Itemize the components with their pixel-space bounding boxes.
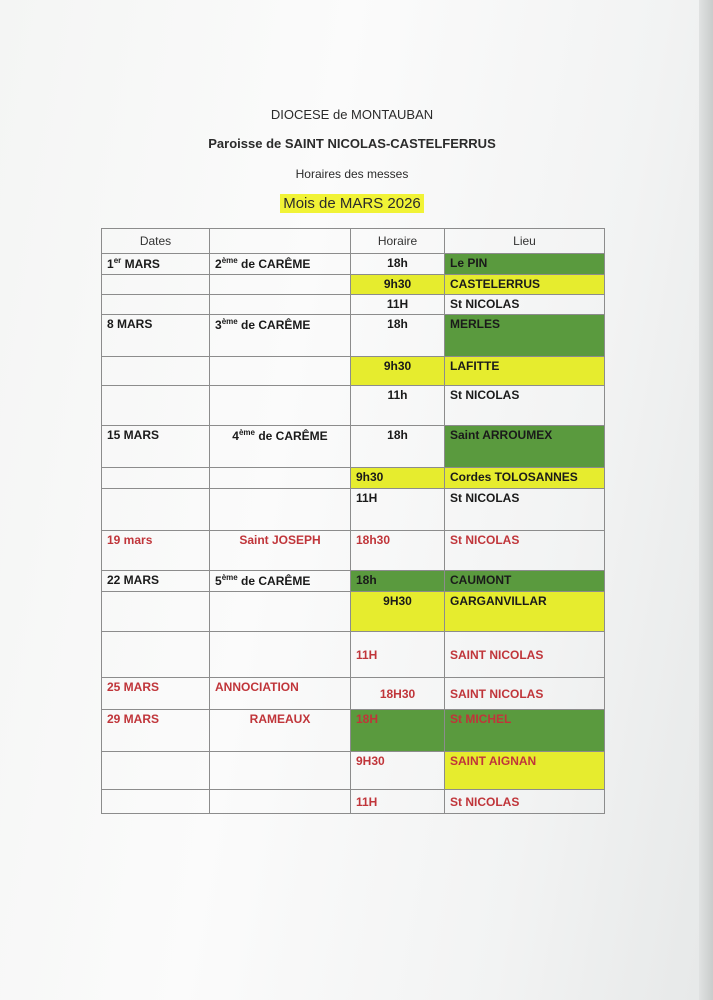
table-row (102, 678, 605, 710)
header-occasion (210, 229, 351, 254)
place-cell: Cordes TOLOSANNES (445, 468, 605, 489)
date-cell: 25 MARS (102, 678, 210, 710)
occasion-cell (210, 632, 351, 678)
occasion-cell: 3ème de CARÊME (210, 315, 351, 357)
place-cell: LAFITTE (445, 357, 605, 386)
place-cell: St NICOLAS (445, 386, 605, 426)
place-cell: St NICOLAS (445, 531, 605, 571)
place-cell: St NICOLAS (445, 489, 605, 531)
time-cell: 9H30 (351, 752, 445, 790)
place-cell: CAUMONT (445, 571, 605, 592)
table-row (102, 710, 605, 752)
table-row (102, 632, 605, 678)
date-cell (102, 752, 210, 790)
date-cell (102, 295, 210, 315)
time-cell: 9h30 (351, 275, 445, 295)
table-row (102, 790, 605, 814)
place-cell: GARGANVILLAR (445, 592, 605, 632)
occasion-cell (210, 386, 351, 426)
table-row (102, 275, 605, 295)
time-cell: 18H30 (351, 678, 445, 710)
table-row (102, 468, 605, 489)
time-cell: 18h (351, 571, 445, 592)
paper-edge-shadow (699, 0, 713, 1000)
place-cell: St NICOLAS (445, 295, 605, 315)
date-cell: 8 MARS (102, 315, 210, 357)
occasion-cell: 4ème de CARÊME (210, 426, 351, 468)
date-cell (102, 468, 210, 489)
occasion-cell: RAMEAUX (210, 710, 351, 752)
occasion-cell: 2ème de CARÊME (210, 254, 351, 275)
occasion-cell (210, 790, 351, 814)
place-cell: MERLES (445, 315, 605, 357)
time-cell: 18h (351, 254, 445, 275)
table-row (102, 752, 605, 790)
header-lieu: Lieu (445, 229, 605, 254)
table-row (102, 426, 605, 468)
occasion-cell (210, 295, 351, 315)
occasion-cell (210, 275, 351, 295)
month-heading (100, 195, 604, 213)
date-cell: 15 MARS (102, 426, 210, 468)
header-dates: Dates (102, 229, 210, 254)
place-cell: Le PIN (445, 254, 605, 275)
time-cell: 9h30 (351, 357, 445, 386)
occasion-cell (210, 592, 351, 632)
occasion-cell (210, 752, 351, 790)
table-row (102, 592, 605, 632)
date-cell (102, 275, 210, 295)
date-cell (102, 592, 210, 632)
table-row (102, 357, 605, 386)
place-cell: SAINT NICOLAS (445, 678, 605, 710)
occasion-cell (210, 489, 351, 531)
table-row (102, 315, 605, 357)
date-cell (102, 632, 210, 678)
table-row (102, 295, 605, 315)
mass-schedule-table (101, 228, 605, 814)
occasion-cell (210, 468, 351, 489)
schedule-subtitle: Horaires des messes (295, 167, 409, 181)
date-cell (102, 489, 210, 531)
occasion-cell: Saint JOSEPH (210, 531, 351, 571)
table-row (102, 571, 605, 592)
time-cell: 18H (351, 710, 445, 752)
time-cell: 18h (351, 315, 445, 357)
time-cell: 11H (351, 632, 445, 678)
time-cell: 11h (351, 386, 445, 426)
place-cell: St NICOLAS (445, 790, 605, 814)
date-cell: 22 MARS (102, 571, 210, 592)
time-cell: 11H (351, 790, 445, 814)
diocese-title: DIOCESE de MONTAUBAN (270, 107, 434, 122)
time-cell: 9H30 (351, 592, 445, 632)
time-cell: 11H (351, 295, 445, 315)
table-row (102, 489, 605, 531)
occasion-cell (210, 357, 351, 386)
table-row (102, 254, 605, 275)
date-cell: 19 mars (102, 531, 210, 571)
occasion-cell: ANNOCIATION (210, 678, 351, 710)
parish-title: Paroisse de SAINT NICOLAS-CASTELFERRUS (208, 136, 496, 151)
date-cell (102, 357, 210, 386)
table-header-row (102, 229, 605, 254)
time-cell: 18h (351, 426, 445, 468)
table-row (102, 386, 605, 426)
date-cell (102, 386, 210, 426)
place-cell: SAINT NICOLAS (445, 632, 605, 678)
time-cell: 18h30 (351, 531, 445, 571)
date-cell (102, 790, 210, 814)
place-cell: Saint ARROUMEX (445, 426, 605, 468)
header-horaire: Horaire (351, 229, 445, 254)
date-cell: 1er MARS (102, 254, 210, 275)
occasion-cell: 5ème de CARÊME (210, 571, 351, 592)
place-cell: SAINT AIGNAN (445, 752, 605, 790)
month-heading-text: Mois de MARS 2026 (280, 194, 424, 213)
date-cell: 29 MARS (102, 710, 210, 752)
time-cell: 11H (351, 489, 445, 531)
place-cell: CASTELERRUS (445, 275, 605, 295)
place-cell: St MICHEL (445, 710, 605, 752)
table-row (102, 531, 605, 571)
time-cell: 9h30 (351, 468, 445, 489)
